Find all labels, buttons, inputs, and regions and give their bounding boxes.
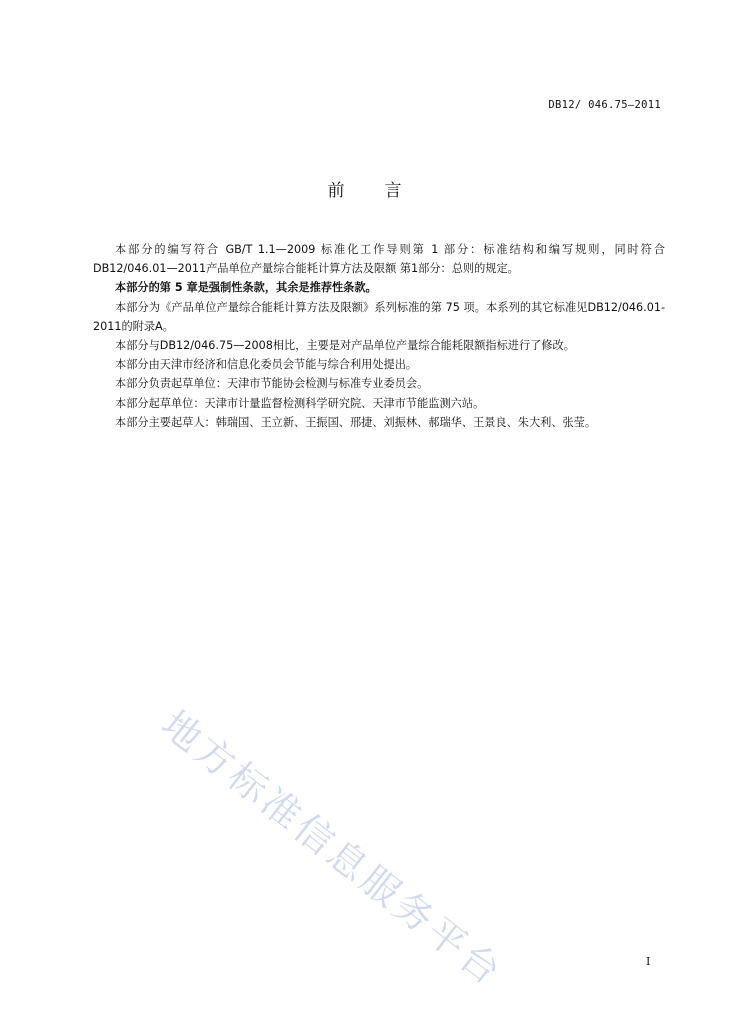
paragraph-drafters: 本部分主要起草人：韩瑞国、王立新、王振国、邢捷、刘振林、郝瑞华、王景良、朱大利、张莹。 — [115, 415, 597, 429]
paragraph-series-note: 本部分为《产品单位产量综合能耗计算方法及限额》系列标准的第 75 项。本系列的其它标准见DB12/046.01-2011的附录A。 — [93, 300, 665, 333]
watermark: 地方标准信息服务平台 — [153, 702, 512, 996]
paragraph-mandatory-clauses: 本部分的第 5 章是强制性条款，其余是推荐性条款。 — [115, 281, 377, 295]
paragraph-drafting-rules: 本部分的编写符合 GB/T 1.1—2009 标准化工作导则第 1 部分：标准结构和编写规则，同时符合DB12/046.01—2011产品单位产量综合能耗计算方法及限额 第1部分：总则的规定。 — [93, 243, 665, 276]
page-title: 前言 — [327, 181, 442, 201]
document-code: DB12/ 046.75—2011 — [548, 99, 661, 111]
paragraph-proposer: 本部分由天津市经济和信息化委员会节能与综合利用处提出。 — [115, 358, 418, 372]
foreword-body — [93, 240, 665, 432]
paragraph-responsible-unit: 本部分负责起草单位：天津市节能协会检测与标准专业委员会。 — [115, 377, 429, 391]
paragraph-drafting-units: 本部分起草单位：天津市计量监督检测科学研究院、天津市节能监测六站。 — [115, 396, 485, 410]
paragraph-changes: 本部分与DB12/046.75—2008相比，主要是对产品单位产量综合能耗限额指标进行了修改。 — [115, 339, 575, 353]
page-number: I — [646, 955, 651, 968]
